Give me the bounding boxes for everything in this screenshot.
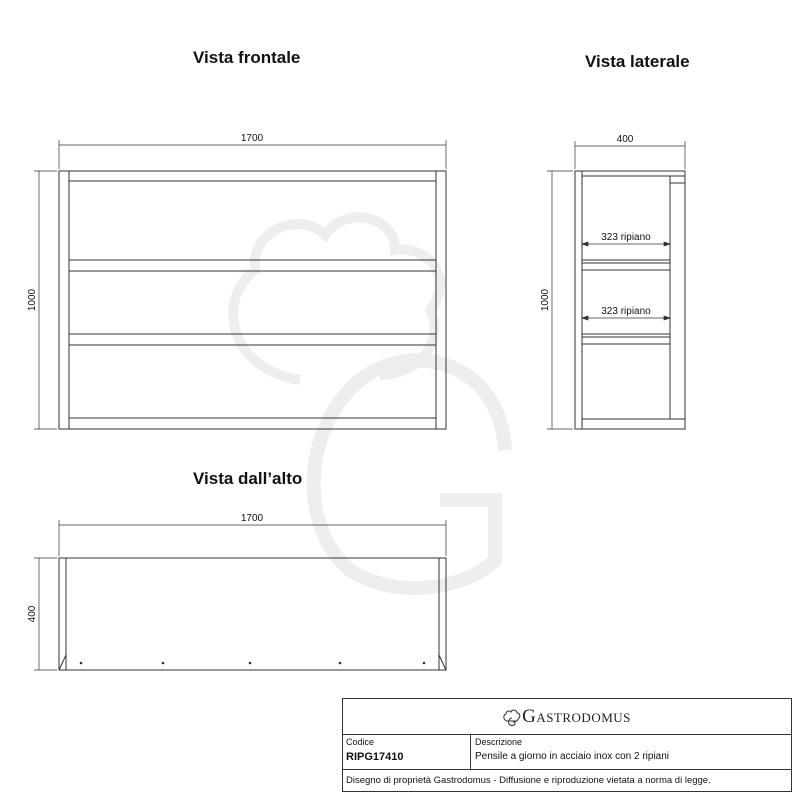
description-label: Descrizione — [475, 737, 523, 747]
side-view — [575, 171, 685, 429]
front-view-title: Vista frontale — [193, 48, 301, 67]
top-view — [59, 558, 446, 670]
front-height-label: 1000 — [27, 288, 38, 312]
code-label: Codice — [346, 737, 375, 747]
code-cell — [343, 735, 471, 769]
side-height-label: 1000 — [540, 288, 551, 312]
description-cell — [471, 735, 791, 769]
top-view-title: Vista dall’alto — [193, 469, 303, 488]
top-depth-label: 400 — [27, 605, 38, 623]
top-width-label: 1700 — [240, 513, 264, 524]
side-depth-label: 400 — [616, 134, 634, 145]
chef-hat-g-watermark — [233, 217, 505, 588]
chef-hat-icon — [503, 707, 521, 727]
top-width-dimension — [59, 520, 446, 556]
front-width-label: 1700 — [240, 133, 264, 144]
code-value: RIPG17410 — [346, 751, 404, 763]
title-block-row — [343, 735, 791, 770]
shelf-1-label: 323 ripiano — [601, 232, 651, 243]
brand-logo — [343, 699, 791, 735]
description-value: Pensile a giorno in acciaio inox con 2 ripiani — [475, 751, 670, 762]
copyright-notice: Disegno di proprietà Gastrodomus - Diffusione e riproduzione vietata a norma di legge. — [346, 775, 711, 786]
side-view-title: Vista laterale — [585, 52, 690, 71]
brand-name: Gastrodomus — [522, 705, 631, 727]
top-view-holes — [80, 662, 426, 665]
shelf-2-label: 323 ripiano — [601, 306, 651, 317]
side-depth-dimension — [575, 141, 685, 169]
front-view — [59, 171, 446, 429]
title-block — [342, 698, 792, 792]
front-width-dimension — [59, 140, 446, 169]
